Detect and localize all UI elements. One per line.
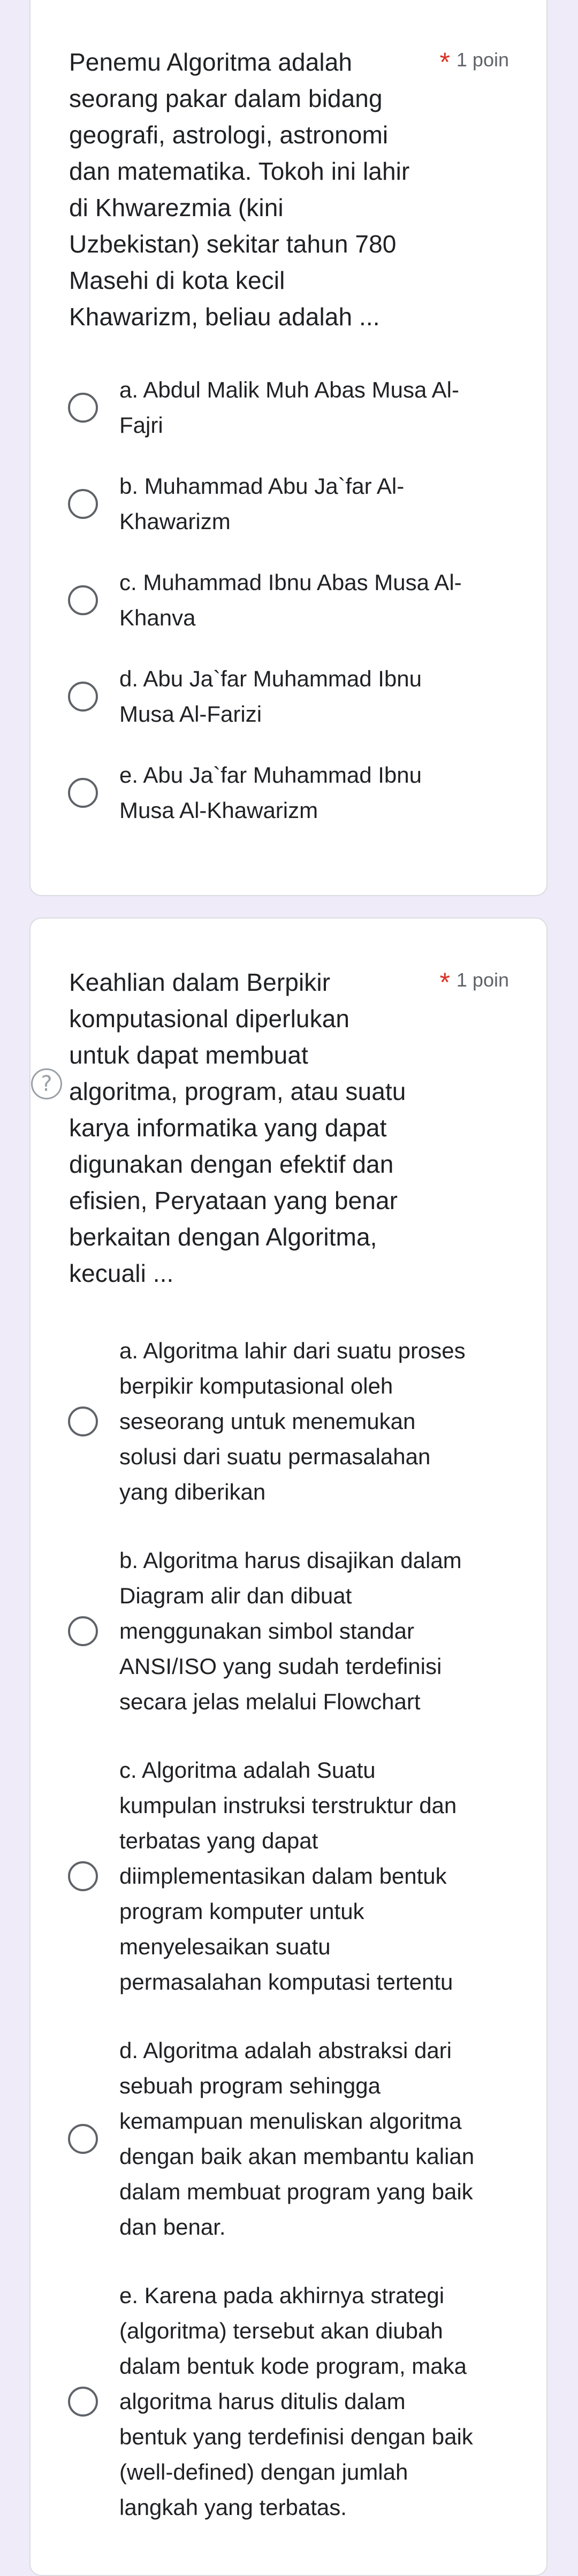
options-list bbox=[31, 372, 546, 828]
question-card-1 bbox=[29, 0, 547, 896]
points-label: 1 poin bbox=[456, 49, 509, 71]
radio-button[interactable] bbox=[68, 585, 98, 615]
option-c[interactable] bbox=[68, 565, 504, 636]
option-label: a. Algoritma lahir dari suatu proses berpikir komputasional oleh seseorang untuk menemukan solusi dari suatu permasalahan yang diberikan bbox=[119, 1338, 466, 1504]
option-label: b. Algoritma harus disajikan dalam Diagram alir dan dibuat menggunakan simbol standar ANSI/ISO yang sudah terdefinisi secara jelas melalui Flowchart bbox=[119, 1548, 462, 1714]
option-a[interactable] bbox=[68, 1333, 504, 1510]
radio-button[interactable] bbox=[68, 2124, 98, 2154]
question-title: Keahlian dalam Berpikir komputasional diperlukan untuk dapat membuat algoritma, program, atau suatu karya informatika yang dapat digunakan dengan efektif dan efisien, Peryataan yang benar berkaitan dengan Algoritma, kecuali ... bbox=[69, 968, 406, 1287]
option-d[interactable] bbox=[68, 661, 504, 732]
question-title: Penemu Algoritma adalah seorang pakar dalam bidang geografi, astrologi, astronomi dan matematika. Tokoh ini lahir di Khwarezmia (kini Uzbekistan) sekitar tahun 780 Masehi di kota kecil Khawarizm, beliau adalah ... bbox=[69, 48, 410, 331]
option-e[interactable] bbox=[68, 2278, 504, 2525]
question-header bbox=[31, 0, 546, 335]
radio-button[interactable] bbox=[68, 1616, 98, 1646]
question-header bbox=[31, 919, 546, 1291]
option-b[interactable] bbox=[68, 1543, 504, 1719]
radio-button[interactable] bbox=[68, 778, 98, 808]
radio-button[interactable] bbox=[68, 489, 98, 519]
option-label: b. Muhammad Abu Ja`far Al- Khawarizm bbox=[119, 473, 405, 534]
option-label: c. Muhammad Ibnu Abas Musa Al- Khanva bbox=[119, 570, 462, 630]
option-label: a. Abdul Malik Muh Abas Musa Al- Fajri bbox=[119, 377, 459, 438]
question-meta bbox=[439, 47, 509, 77]
points-label: 1 poin bbox=[456, 969, 509, 991]
option-label: d. Abu Ja`far Muhammad Ibnu Musa Al-Farizi bbox=[119, 666, 422, 727]
option-label: d. Algoritma adalah abstraksi dari sebuah program sehingga kemampuan menuliskan algoritma dengan baik akan membantu kalian dalam membuat program yang baik dan benar. bbox=[119, 2038, 475, 2239]
option-label: c. Algoritma adalah Suatu kumpulan instruksi terstruktur dan terbatas yang dapat diimplementasikan dalam bentuk program komputer untuk menyelesaikan suatu permasalahan komputasi tertentu bbox=[119, 1757, 457, 1994]
radio-button[interactable] bbox=[68, 393, 98, 423]
required-asterisk: * bbox=[439, 967, 450, 997]
option-e[interactable] bbox=[68, 758, 504, 828]
option-label: e. Karena pada akhirnya strategi (algoritma) tersebut akan diubah dalam bentuk kode program, maka algoritma harus ditulis dalam bentuk yang terdefinisi dengan baik (well-defined) dengan jumlah langkah yang terbatas. bbox=[119, 2283, 473, 2520]
help-icon[interactable]: ? bbox=[31, 1068, 62, 1099]
question-meta bbox=[439, 967, 509, 997]
radio-button[interactable] bbox=[68, 1861, 98, 1891]
options-list bbox=[31, 1333, 546, 2525]
option-d[interactable] bbox=[68, 2033, 504, 2245]
required-asterisk: * bbox=[439, 47, 450, 77]
option-c[interactable] bbox=[68, 1753, 504, 2000]
option-a[interactable] bbox=[68, 372, 504, 443]
question-card-2 bbox=[29, 918, 547, 2576]
radio-button[interactable] bbox=[68, 2387, 98, 2417]
radio-button[interactable] bbox=[68, 1407, 98, 1436]
radio-button[interactable] bbox=[68, 682, 98, 712]
option-b[interactable] bbox=[68, 469, 504, 539]
option-label: e. Abu Ja`far Muhammad Ibnu Musa Al-Khawarizm bbox=[119, 762, 422, 823]
